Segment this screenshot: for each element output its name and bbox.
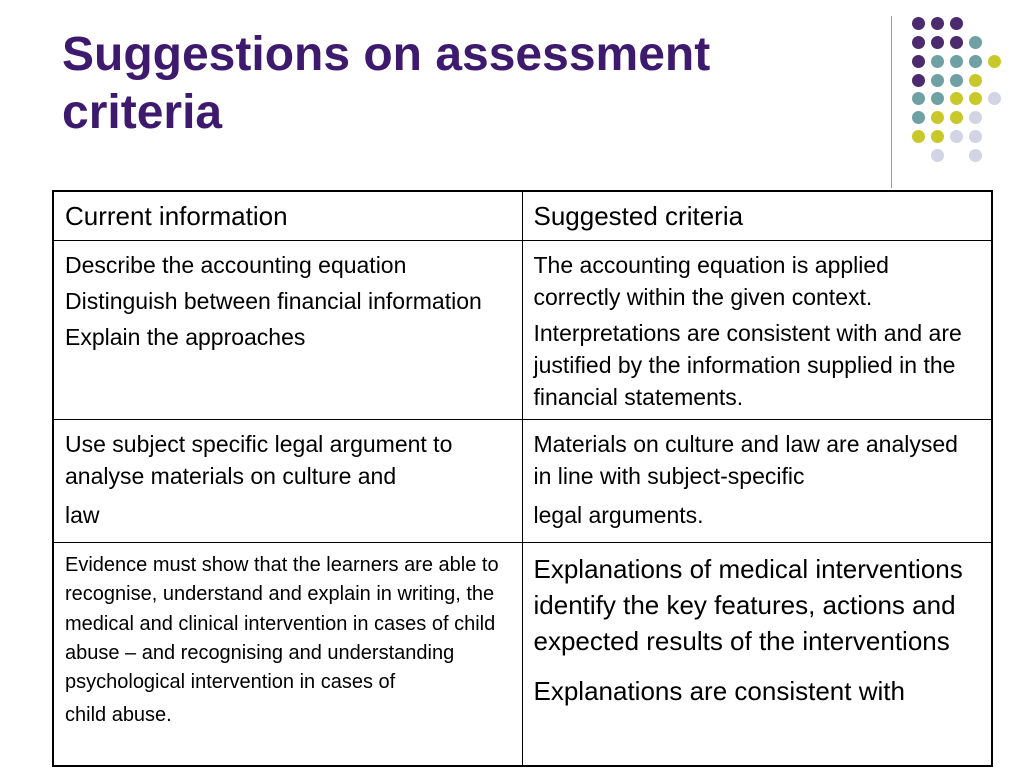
divider-line xyxy=(891,16,892,188)
column-header-current: Current information xyxy=(53,191,522,241)
cell-text: child abuse. xyxy=(65,704,172,727)
cell-text: Explanations are consistent with xyxy=(533,676,905,706)
decorative-dot xyxy=(931,17,944,30)
decorative-dot xyxy=(912,74,925,87)
decorative-dot xyxy=(969,130,982,143)
cell-text: legal arguments. xyxy=(533,502,704,528)
decorative-dot xyxy=(912,111,925,124)
column-header-suggested: Suggested criteria xyxy=(522,191,992,241)
cell-text: Describe the accounting equation xyxy=(65,252,407,278)
table-cell-current xyxy=(53,543,522,767)
decorative-dot xyxy=(950,36,963,49)
table-row xyxy=(53,420,992,543)
cell-text: Materials on culture and law are analysed in line with subject-specific xyxy=(533,431,958,489)
table-cell-current xyxy=(53,241,522,420)
decorative-dot xyxy=(950,111,963,124)
slide-title: Suggestions on assessment criteria xyxy=(62,28,711,139)
table-row xyxy=(53,241,992,420)
decorative-dot xyxy=(950,92,963,105)
decorative-dot xyxy=(950,17,963,30)
decorative-dot xyxy=(931,92,944,105)
decorative-dot xyxy=(931,74,944,87)
decorative-dot xyxy=(969,36,982,49)
decorative-dot xyxy=(931,130,944,143)
decorative-dot xyxy=(988,55,1001,68)
decorative-dot xyxy=(969,55,982,68)
cell-text: Distinguish between financial information xyxy=(65,288,482,314)
cell-text: Use subject specific legal argument to analyse materials on culture and xyxy=(65,431,453,489)
decorative-dot xyxy=(931,36,944,49)
decorative-dot xyxy=(912,92,925,105)
decorative-dot xyxy=(969,74,982,87)
table-row xyxy=(53,543,992,767)
cell-text: Evidence must show that the learners are able to recognise, understand and explain in writing, the medical and clinical intervention in cases of child abuse – and recognising and understanding psychological intervention in cases of xyxy=(65,554,499,694)
cell-text: Explain the approaches xyxy=(65,324,306,350)
decorative-dot xyxy=(988,92,1001,105)
table-cell-suggested xyxy=(522,543,992,767)
table-cell-suggested xyxy=(522,420,992,543)
decorative-dot xyxy=(950,74,963,87)
decorative-dot xyxy=(912,55,925,68)
decorative-dot xyxy=(931,55,944,68)
table-header-row xyxy=(53,191,992,241)
decorative-dot xyxy=(931,111,944,124)
cell-text: Interpretations are consistent with and are justified by the information supplied in the financial statements. xyxy=(533,320,962,410)
decorative-dot xyxy=(969,149,982,162)
table-cell-suggested xyxy=(522,241,992,420)
table-cell-current xyxy=(53,420,522,543)
decorative-dot xyxy=(912,17,925,30)
decorative-dot xyxy=(969,92,982,105)
decorative-dot xyxy=(931,149,944,162)
decorative-dot xyxy=(912,36,925,49)
decorative-dot xyxy=(912,130,925,143)
cell-text: The accounting equation is applied correctly within the given context. xyxy=(533,252,889,310)
criteria-table xyxy=(52,190,993,767)
decorative-dot xyxy=(950,130,963,143)
cell-text: Explanations of medical interventions identify the key features, actions and expected results of the interventions xyxy=(533,554,963,656)
decorative-dot xyxy=(950,55,963,68)
cell-text: law xyxy=(65,502,100,528)
decorative-dot xyxy=(969,111,982,124)
